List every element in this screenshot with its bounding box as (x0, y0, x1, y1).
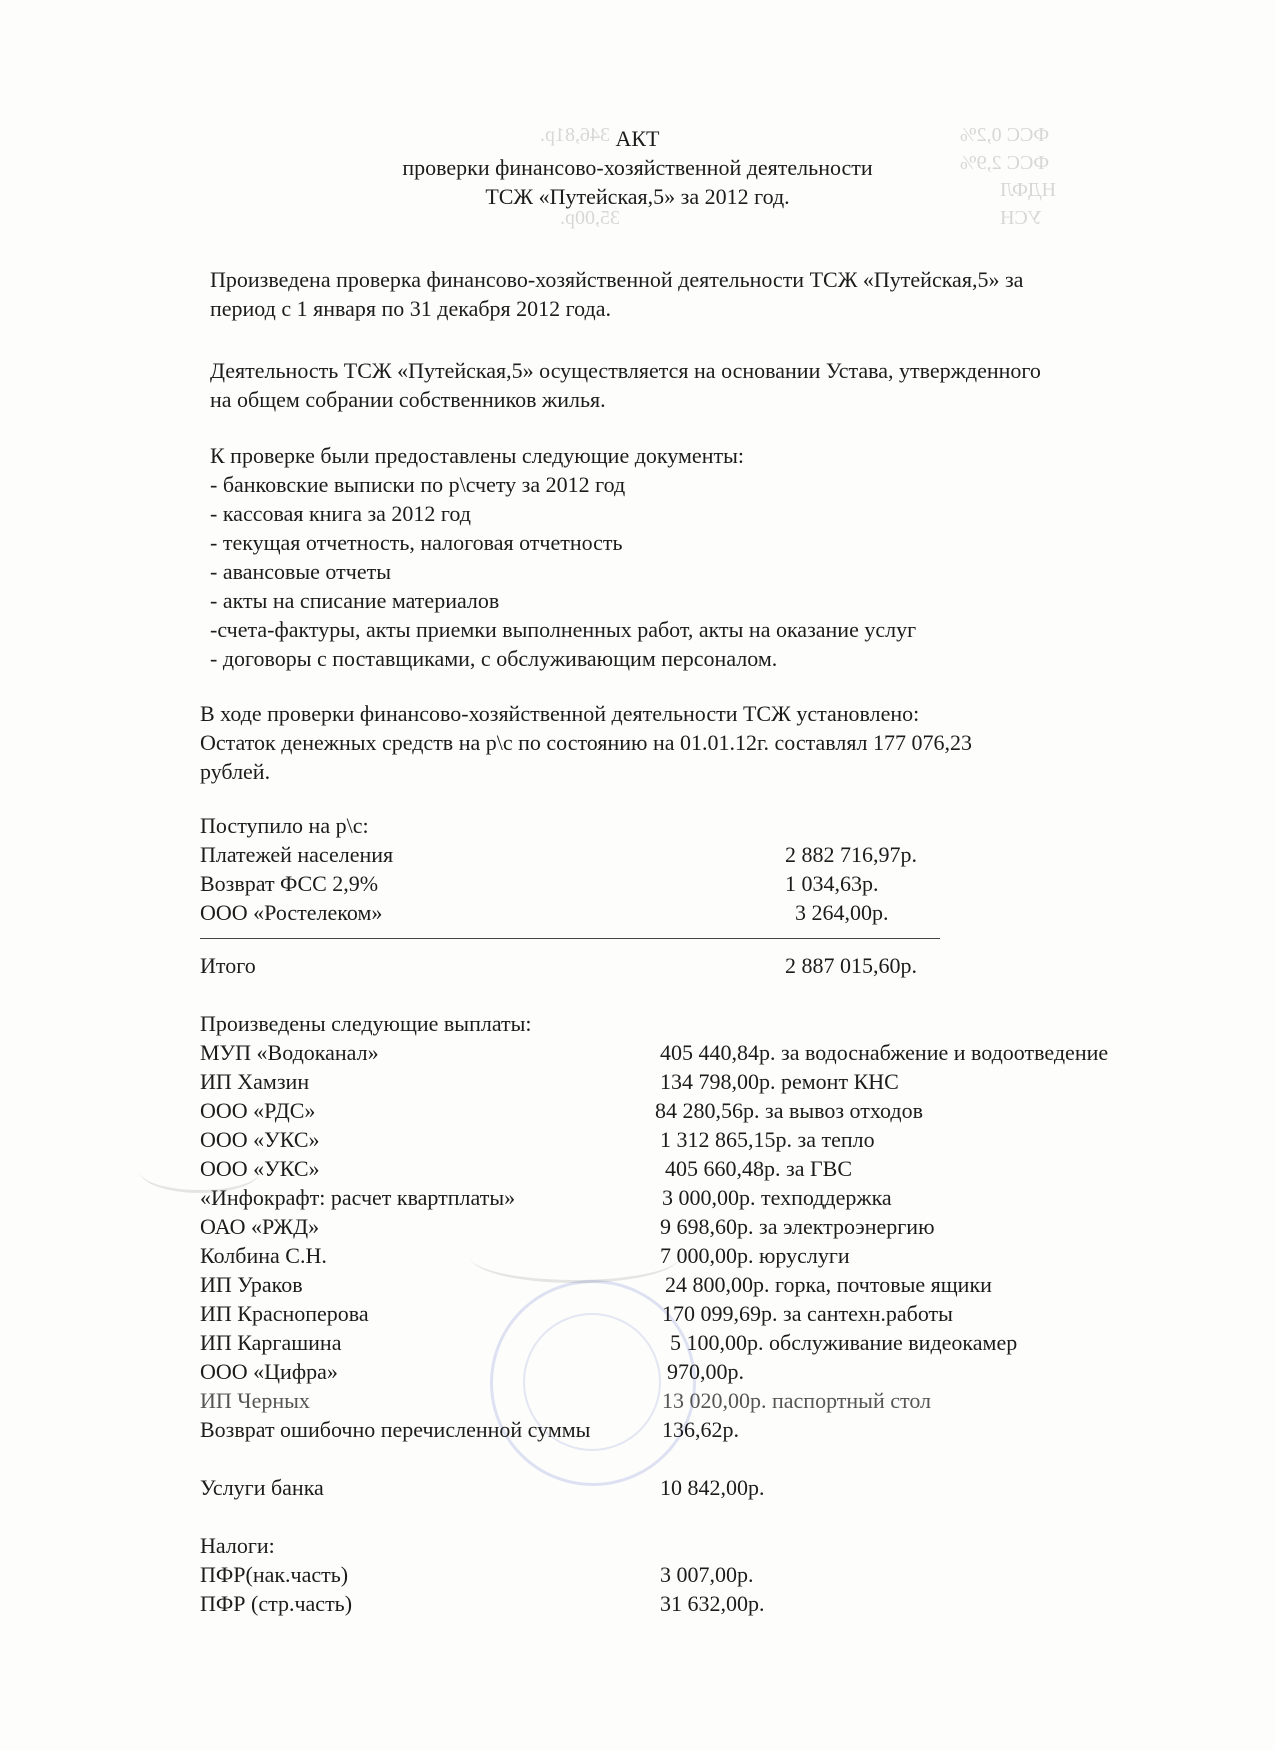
row-amount: 3 007,00р. (660, 1562, 754, 1587)
documents-section (210, 441, 1170, 673)
section-heading: Произведены следующие выплаты: (200, 1011, 532, 1036)
row-label: ООО «УКС» (200, 1156, 320, 1181)
bleed-through-text: НДФЛ (1000, 179, 1056, 201)
basis-paragraph (210, 356, 1170, 414)
row-amount: 31 632,00р. (660, 1591, 765, 1616)
row-label: Платежей населения (200, 842, 394, 867)
row-label: ИП Красноперова (200, 1301, 369, 1326)
signature-mark (470, 1230, 680, 1283)
row-label: ООО «Ростелеком» (200, 900, 383, 925)
bleed-through-text: 35,00р. (560, 207, 620, 229)
findings-paragraph (200, 699, 1160, 786)
row-label: Возврат ФСС 2,9% (200, 871, 379, 896)
row-label: ОАО «РЖД» (200, 1214, 320, 1239)
list-item: - авансовые отчеты (210, 559, 391, 584)
row-amount: 1 312 865,15р. за тепло (660, 1127, 875, 1152)
row-amount: 136,62р. (662, 1417, 739, 1442)
section-heading: Поступило на р\с: (200, 813, 369, 838)
row-label: ИП Ураков (200, 1272, 303, 1297)
row-amount: 2 882 716,97р. (785, 842, 917, 867)
total-label: Итого (200, 953, 256, 978)
section-heading: Налоги: (200, 1533, 275, 1558)
list-item: - договоры с поставщиками, с обслуживающим персоналом. (210, 646, 778, 671)
row-amount: 24 800,00р. горка, почтовые ящики (665, 1272, 992, 1297)
row-amount: 10 842,00р. (660, 1475, 765, 1500)
basis-line: Деятельность ТСЖ «Путейская,5» осуществляется на основании Устава, утвержденного (210, 358, 1041, 383)
row-amount: 9 698,60р. за электроэнергию (660, 1214, 935, 1239)
row-amount: 5 100,00р. обслуживание видеокамер (670, 1330, 1018, 1355)
intro-line: период с 1 января по 31 декабря 2012 года. (210, 296, 611, 321)
intro-paragraph (210, 265, 1170, 323)
row-amount: 3 264,00р. (795, 900, 889, 925)
row-label: Возврат ошибочно перечисленной суммы (200, 1417, 591, 1442)
row-amount: 170 099,69р. за сантехн.работы (662, 1301, 953, 1326)
row-amount: 134 798,00р. ремонт КНС (660, 1069, 899, 1094)
list-item: - банковские выписки по р\счету за 2012 год (210, 472, 626, 497)
row-amount: 1 034,63р. (785, 871, 879, 896)
list-item: - акты на списание материалов (210, 588, 500, 613)
bleed-through-text: ФСС 2,9% (960, 152, 1050, 174)
row-amount: 405 660,48р. за ГВС (665, 1156, 853, 1181)
row-label: ИП Каргашина (200, 1330, 342, 1355)
row-label: ООО «УКС» (200, 1127, 320, 1152)
bleed-through-text: УСН (1000, 207, 1042, 229)
total-amount: 2 887 015,60р. (785, 953, 917, 978)
findings-line: Остаток денежных средств на р\с по состоянию на 01.01.12г. составлял 177 076,23 (200, 730, 972, 755)
basis-line: на общем собрании собственников жилья. (210, 387, 606, 412)
documents-heading: К проверке были предоставлены следующие документы: (210, 443, 744, 468)
list-item: - кассовая книга за 2012 год (210, 501, 471, 526)
row-amount: 405 440,84р. за водоснабжение и водоотведение (660, 1040, 1109, 1065)
bleed-through-text: ФСС 0,2% (960, 124, 1050, 146)
doc-title: АКТ (615, 126, 660, 151)
row-amount: 84 280,56р. за вывоз отходов (655, 1098, 923, 1123)
row-amount: 13 020,00р. паспортный стол (662, 1388, 932, 1413)
findings-line: В ходе проверки финансово-хозяйственной деятельности ТСЖ установлено: (200, 701, 920, 726)
list-item: -счета-фактуры, акты приемки выполненных работ, акты на оказание услуг (210, 617, 917, 642)
doc-subtitle-2: ТСЖ «Путейская,5» за 2012 год. (485, 184, 790, 209)
doc-subtitle: проверки финансово-хозяйственной деятельности (402, 155, 873, 180)
row-label: ИП Черных (200, 1388, 310, 1413)
row-label: ООО «РДС» (200, 1098, 316, 1123)
row-label: Услуги банка (200, 1475, 324, 1500)
row-amount: 3 000,00р. техподдержка (662, 1185, 892, 1210)
row-amount: 7 000,00р. юруслуги (660, 1243, 850, 1268)
row-amount: 970,00р. (667, 1359, 744, 1384)
intro-line: Произведена проверка финансово-хозяйственной деятельности ТСЖ «Путейская,5» за (210, 267, 1024, 292)
row-label: «Инфокрафт: расчет квартплаты» (200, 1185, 516, 1210)
row-label: ООО «Цифра» (200, 1359, 338, 1384)
total-divider (200, 938, 940, 939)
row-label: МУП «Водоканал» (200, 1040, 379, 1065)
row-label: Колбина С.Н. (200, 1243, 327, 1268)
row-label: ПФР(нак.часть) (200, 1562, 349, 1587)
list-item: - текущая отчетность, налоговая отчетность (210, 530, 623, 555)
bleed-through-text: 346,81р. (540, 124, 610, 146)
row-label: ИП Хамзин (200, 1069, 310, 1094)
findings-line: рублей. (200, 759, 271, 784)
row-label: ПФР (стр.часть) (200, 1591, 353, 1616)
